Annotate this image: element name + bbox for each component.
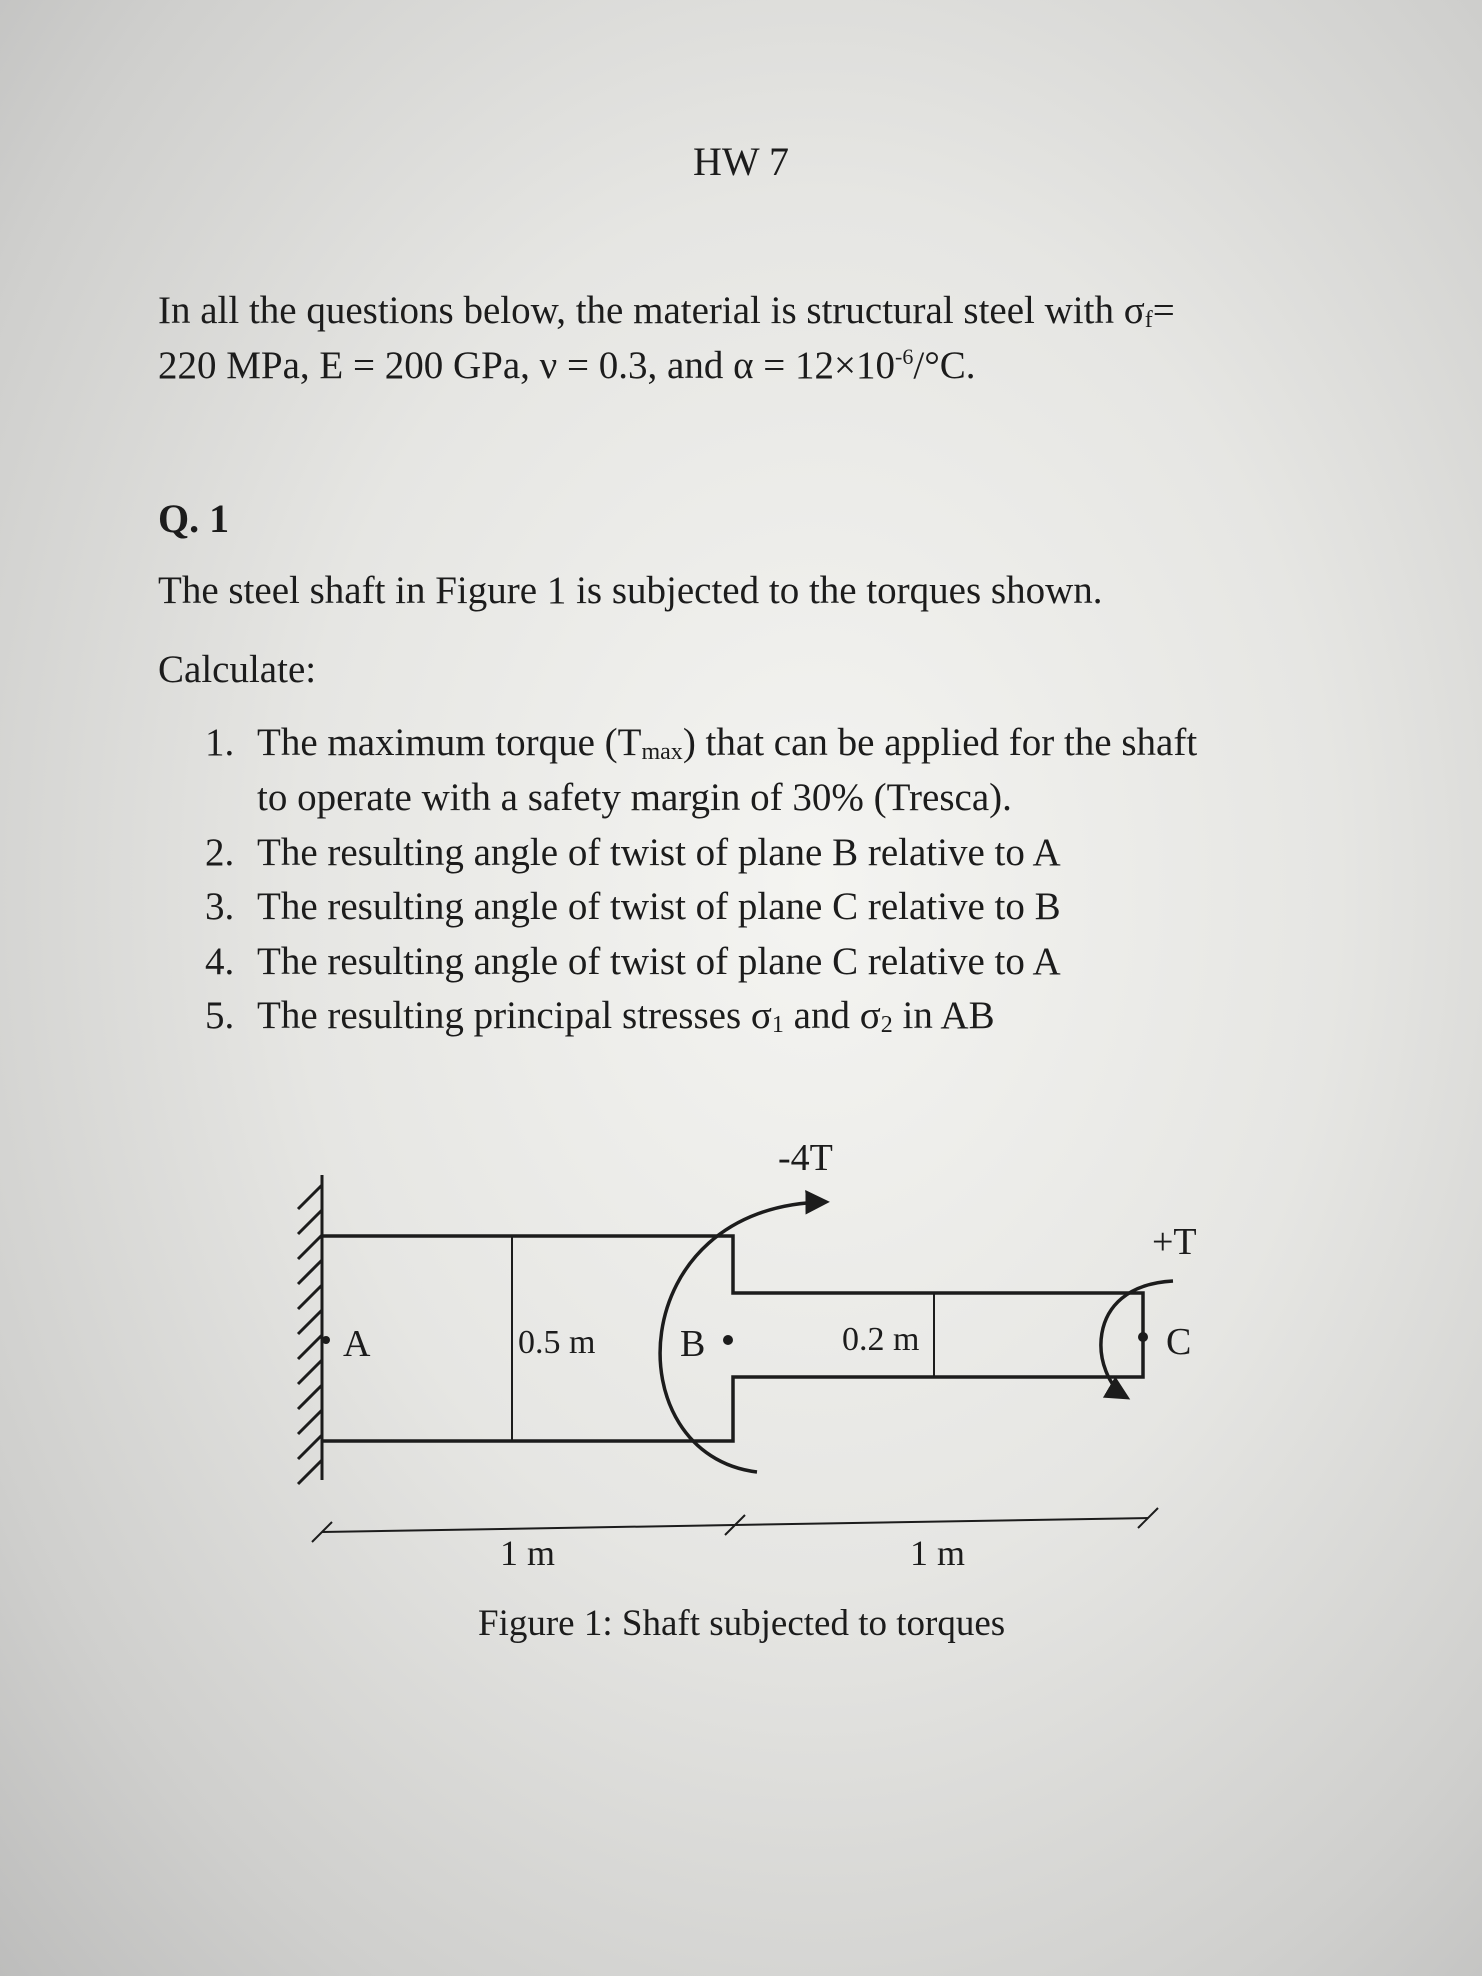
torque-label-c: +T — [1152, 1221, 1197, 1263]
intro-line-1: In all the questions below, the material is structural steel with $\sigma_f=$ — [158, 289, 1175, 333]
point-label-a: A — [343, 1323, 371, 1365]
diameter-label-bc: 0.2 m — [842, 1321, 920, 1358]
shaft-figure — [0, 1100, 1482, 1580]
calculate-label: Calculate: — [158, 648, 317, 691]
intro-line-2: 220 MPa, E = 200 GPa, ν = 0.3, and $\alpha = 12\times 10^{-6}/^\circ C$. — [158, 344, 976, 387]
point-label-c: C — [1166, 1321, 1192, 1363]
list-item-4: 4. The resulting angle of twist of plane C relative to A — [205, 940, 1061, 983]
fixed-wall — [298, 1175, 322, 1484]
diameter-label-ab: 0.5 m — [518, 1324, 596, 1361]
length-dimension — [312, 1508, 1158, 1542]
point-b-dot — [723, 1335, 733, 1345]
list-item-5: 5. The resulting principal stresses $\sigma_1$ and $\sigma_2$ in AB — [205, 994, 995, 1038]
torque-label-b: -4T — [778, 1137, 833, 1179]
length-label-ab: 1 m — [500, 1533, 556, 1573]
point-a-dot — [322, 1336, 330, 1344]
list-item-1-continuation: to operate with a safety margin of 30% (Tresca). — [257, 776, 1012, 819]
question-heading: Q. 1 — [158, 496, 230, 541]
point-c-dot — [1138, 1332, 1148, 1342]
torque-arrow-c — [1101, 1281, 1173, 1397]
length-label-bc: 1 m — [910, 1533, 966, 1573]
point-label-b: B — [680, 1323, 706, 1365]
list-item-2: 2. The resulting angle of twist of plane B relative to A — [205, 831, 1061, 874]
list-item-1: 1. The maximum torque $(T_{max})$ that can be applied for the shaft — [205, 721, 1198, 765]
list-item-3: 3. The resulting angle of twist of plane C relative to B — [205, 885, 1061, 928]
question-text: The steel shaft in Figure 1 is subjected to the torques shown. — [158, 569, 1103, 612]
figure-caption: Figure 1: Shaft subjected to torques — [478, 1603, 1006, 1644]
page-title: HW 7 — [693, 139, 789, 184]
